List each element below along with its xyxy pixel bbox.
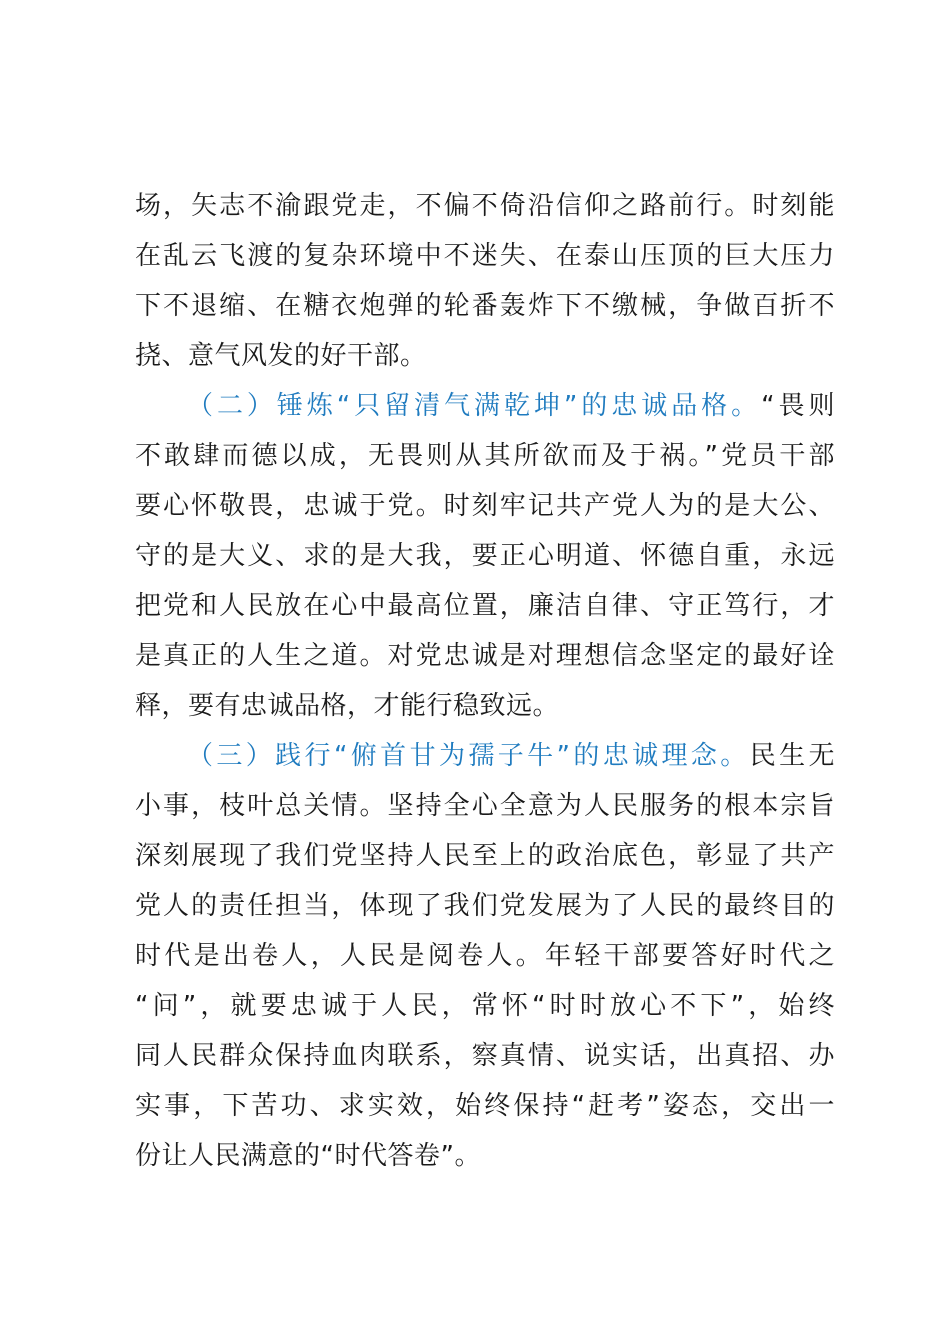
paragraph-2-line-5: 把党和人民放在心中最高位置，廉洁自律、守正笃行，才 (135, 591, 835, 621)
section-heading-3: （三）践行“俯首甘为孺子牛”的忠诚理念。 (187, 741, 750, 771)
paragraph-2-line-4: 守的是大义、求的是大我，要正心明道、怀德自重，永远 (135, 541, 835, 571)
paragraph-3-first-line-rest: 民生无 (749, 741, 835, 771)
paragraph-3-line-4: 党人的责任担当，体现了我们党发展为了人民的最终目的 (135, 891, 835, 921)
paragraph-3-line-3: 深刻展现了我们党坚持人民至上的政治底色，彰显了共产 (135, 841, 835, 871)
paragraph-3-line-6: “问”，就要忠诚于人民，常怀“时时放心不下”，始终 (135, 991, 835, 1021)
paragraph-1-line-2: 在乱云飞渡的复杂环境中不迷失、在泰山压顶的巨大压力 (135, 241, 835, 271)
paragraph-3-line-2: 小事，枝叶总关情。坚持全心全意为人民服务的根本宗旨 (135, 791, 835, 821)
paragraph-1-line-4: 挠、意气风发的好干部。 (135, 341, 427, 371)
paragraph-3-line-8: 实事，下苦功、求实效，始终保持“赶考”姿态，交出一 (135, 1091, 835, 1121)
paragraph-2-line-3: 要心怀敬畏，忠诚于党。时刻牢记共产党人为的是大公、 (135, 491, 835, 521)
paragraph-3-line-7: 同人民群众保持血肉联系，察真情、说实话，出真招、办 (135, 1041, 835, 1071)
paragraph-2-line-2: 不敢肆而德以成，无畏则从其所欲而及于祸。”党员干部 (135, 441, 835, 471)
paragraph-2-line-6: 是真正的人生之道。对党忠诚是对理想信念坚定的最好诠 (135, 641, 835, 671)
paragraph-2-line-7: 释，要有忠诚品格，才能行稳致远。 (135, 691, 560, 721)
paragraph-1-line-1: 场，矢志不渝跟党走，不偏不倚沿信仰之路前行。时刻能 (135, 191, 835, 221)
paragraph-2-first-line-rest: “畏则 (761, 391, 835, 421)
paragraph-3-line-9: 份让人民满意的“时代答卷”。 (135, 1141, 481, 1171)
section-heading-2: （二）锤炼“只留清气满乾坤”的忠诚品格。 (187, 391, 762, 421)
paragraph-3-first-line (187, 731, 835, 781)
paragraph-1-line-3: 下不退缩、在糖衣炮弹的轮番轰炸下不缴械，争做百折不 (135, 291, 835, 321)
paragraph-3-line-5: 时代是出卷人，人民是阅卷人。年轻干部要答好时代之 (135, 941, 835, 971)
paragraph-2-first-line (187, 381, 835, 431)
